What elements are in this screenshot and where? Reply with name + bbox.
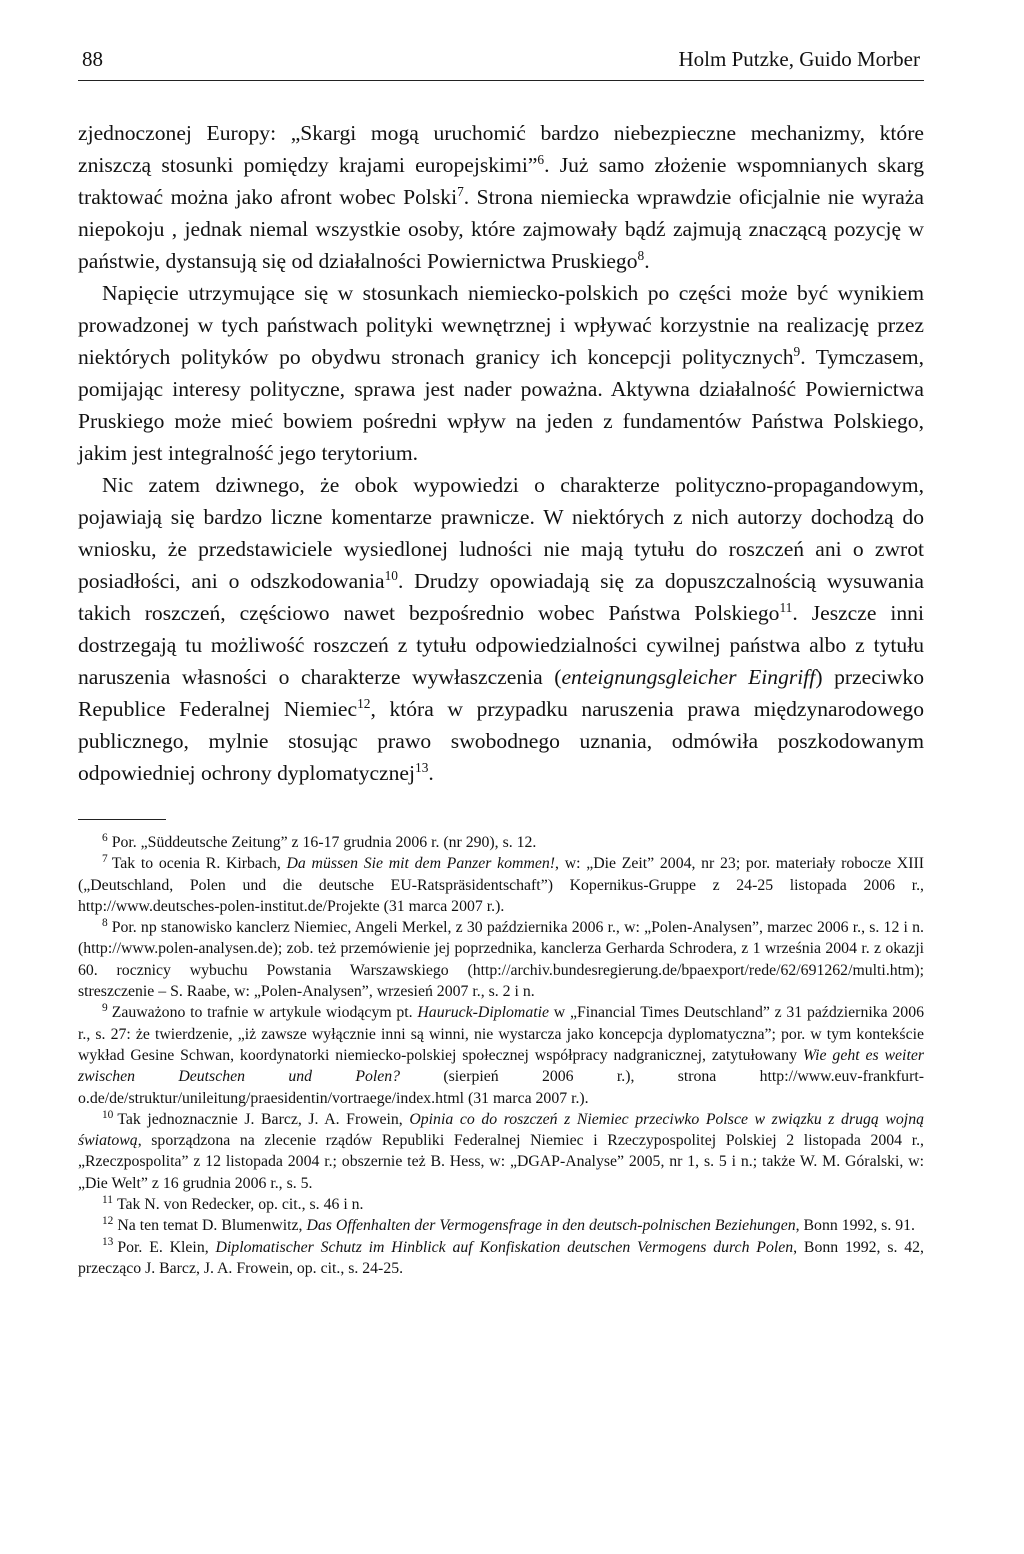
page-number: 88	[82, 47, 103, 71]
footnote-9: $^9$ Zauważono to trafnie w artykule wiodącym pt. Hauruck-Diplomatie w „Financial Times Deutschland” z 31 października 2006 r., s. 27: że twierdzenie, „iż zawsze wyłącznie inni są winni, nie wystarcza jako koncepcja dyplomatyczna”; por. w tym kontekście wykład Gesine Schwan, koordynatorki niemiecko-polskiej społecznej współpracy nadgranicznej, zatytułowany Wie geht es weiter zwischen Deutschen und Polen? (sierpień 2006 r.), strona http://www.euv-frankfurt-o.de/de/struktur/unileitung/praesidentin/vortraege/index.html (31 marca 2007 r.).	[78, 1002, 924, 1107]
main-text	[78, 117, 924, 789]
footnote-number: 11	[102, 1193, 113, 1206]
footnote-11: $^{11}$ Tak N. von Redecker, op. cit., s. 46 i n.	[102, 1193, 364, 1214]
footnote-number: 8	[102, 916, 108, 929]
footnote-ref-13[interactable]: 13	[415, 759, 429, 775]
footnote-number: 13	[102, 1236, 114, 1249]
footnote-10: $^{10}$ Tak jednoznacznie J. Barcz, J. A. Frowein, Opinia co do roszczeń z Niemiec przeciwko Polsce w związku z drugą wojną światową, sporządzona na zlecenie rządów Republiki Federalnej Niemiec i Rzeczypospolitej Polskiej 2 listopada 2004 r., „Rzeczpospolita” z 12 listopada 2004 r.; obszernie też B. Hess, w: „DGAP-Analyse” 2005, nr 1, s. 5 i n.; także W. M. Góralski, w: „Die Welt” z 16 grudnia 2006 r., s. 5.	[78, 1108, 924, 1192]
footnote-number: 12	[102, 1215, 114, 1228]
paragraph-3: Nic zatem dziwnego, że obok wypowiedzi o charakterze polityczno-propagandowym, pojawiają się bardzo liczne komentarze prawnicze. W niektórych z nich autorzy dochodzą do wniosku, że przedstawiciele wysiedlonej ludności nie mają tytułu do roszczeń ani o zwrot posiadłości, ani o odszkodowania$^{10}$. Drudzy opowiadają się za dopuszczalnością wysuwania takich roszczeń, częściowo nawet bezpośrednio wobec Państwa Polskiego$^{11}$. Jeszcze inni dostrzegają tu możliwość roszczeń z tytułu odpowiedzialności cywilnej państwa albo z tytułu naruszenia własności o charakterze wywłaszczenia (enteignungsgleicher Eingriff) przeciwko Republice Federalnej Niemiec$^{12}$, która w przypadku naruszenia prawa międzynarodowego publicznego, mylnie stosując prawo swobodnego uznania, odmówiła poszkodowanym odpowiedniej ochrony dyplomatycznej$^{13}$.	[78, 473, 925, 785]
running-head	[78, 44, 924, 74]
paragraph-2: Napięcie utrzymujące się w stosunkach niemiecko-polskich po części może być wynikiem prowadzonej w tych państwach polityki wewnętrznej i wpływać korzystnie na realizację przez niektórych polityków po obydwu stronach granicy ich koncepcji politycznych$^9$. Tymczasem, pomijając interesy polityczne, sprawa jest nader poważna. Aktywna działalność Powiernictwa Pruskiego może mieć bowiem pośredni wpływ na jeden z fundamentów Państwa Polskiego, jakim jest integralność jego terytorium.	[78, 281, 924, 465]
footnote-ref-12[interactable]: 12	[357, 695, 371, 711]
footnote-ref-9[interactable]: 9	[793, 343, 801, 359]
footnote-ref-6[interactable]: 6	[537, 151, 545, 167]
running-head-authors: Holm Putzke, Guido Morber	[678, 47, 920, 71]
footnote-7: $^7$ Tak to ocenia R. Kirbach, Da müssen Sie mit dem Panzer kommen!, w: „Die Zeit” 2004, nr 23; por. materiały robocze XIII („Deutschland, Polen und die deutsche EU-Ratspräsidentschaft”) Kopernikus-Gruppe z 24-25 listopada 2006 r., http://www.deutsches-polen-institut.de/Projekte (31 marca 2007 r.).	[78, 853, 925, 915]
header-rule	[78, 80, 924, 81]
footnote-12: $^{12}$ Na ten temat D. Blumenwitz, Das Offenhalten der Vermogensfrage in den deutsch-polnischen Beziehungen, Bonn 1992, s. 91.	[102, 1215, 915, 1235]
italic-term: enteignungsgleicher Eingriff	[561, 665, 816, 689]
footnote-ref-8[interactable]: 8	[637, 247, 645, 263]
footnote-ref-11[interactable]: 11	[779, 599, 793, 615]
footnote-number: 7	[102, 853, 108, 866]
footnotes	[78, 832, 924, 1279]
paragraph-1: zjednoczonej Europy: „Skargi mogą uruchomić bardzo niebezpieczne mechanizmy, które zniszczą stosunki pomiędzy krajami europejskimi”$^6$. Już samo złożenie wspomnianych skarg traktować można jako afront wobec Polski$^7$. Strona niemiecka wprawdzie oficjalnie nie wyraża niepokoju , jednak niemal wszystkie osoby, które zajmowały bądź zajmują znaczącą pozycję w państwie, dystansują się od działalności Powiernictwa Pruskiego$^8$.	[78, 121, 925, 273]
footnote-8: $^8$ Por. np stanowisko kanclerz Niemiec, Angeli Merkel, z 30 października 2006 r., w: „Polen-Analysen”, marzec 2006 r., s. 12 i n. (http://www.polen-analysen.de); zob. też przemówienie jej poprzednika, kanclerza Gerharda Schrodera, z 1 września 2004 r. z okazji 60. rocznicy wybuchu Powstania Warszawskiego (http://archiv.bundesregierung.de/bpaexport/rede/62/691262/multi.htm); streszczenie – S. Raabe, w: „Polen-Analysen”, wrzesień 2007 r., s. 2 i n.	[78, 916, 924, 1001]
footnote-separator	[78, 819, 166, 820]
footnote-number: 9	[102, 1002, 108, 1015]
footnote-6: $^6$ Por. „Süddeutsche Zeitung” z 16-17 grudnia 2006 r. (nr 290), s. 12.	[102, 831, 537, 851]
footnote-number: 6	[102, 831, 108, 844]
footnote-number: 10	[102, 1108, 114, 1121]
footnote-ref-7[interactable]: 7	[457, 183, 464, 199]
footnote-ref-10[interactable]: 10	[384, 567, 398, 583]
footnote-13: $^{13}$ Por. E. Klein, Diplomatischer Schutz im Hinblick auf Konfiskation deutschen Vermogens durch Polen, Bonn 1992, s. 42, przecząco J. Barcz, J. A. Frowein, op. cit., s. 24-25.	[78, 1236, 924, 1277]
